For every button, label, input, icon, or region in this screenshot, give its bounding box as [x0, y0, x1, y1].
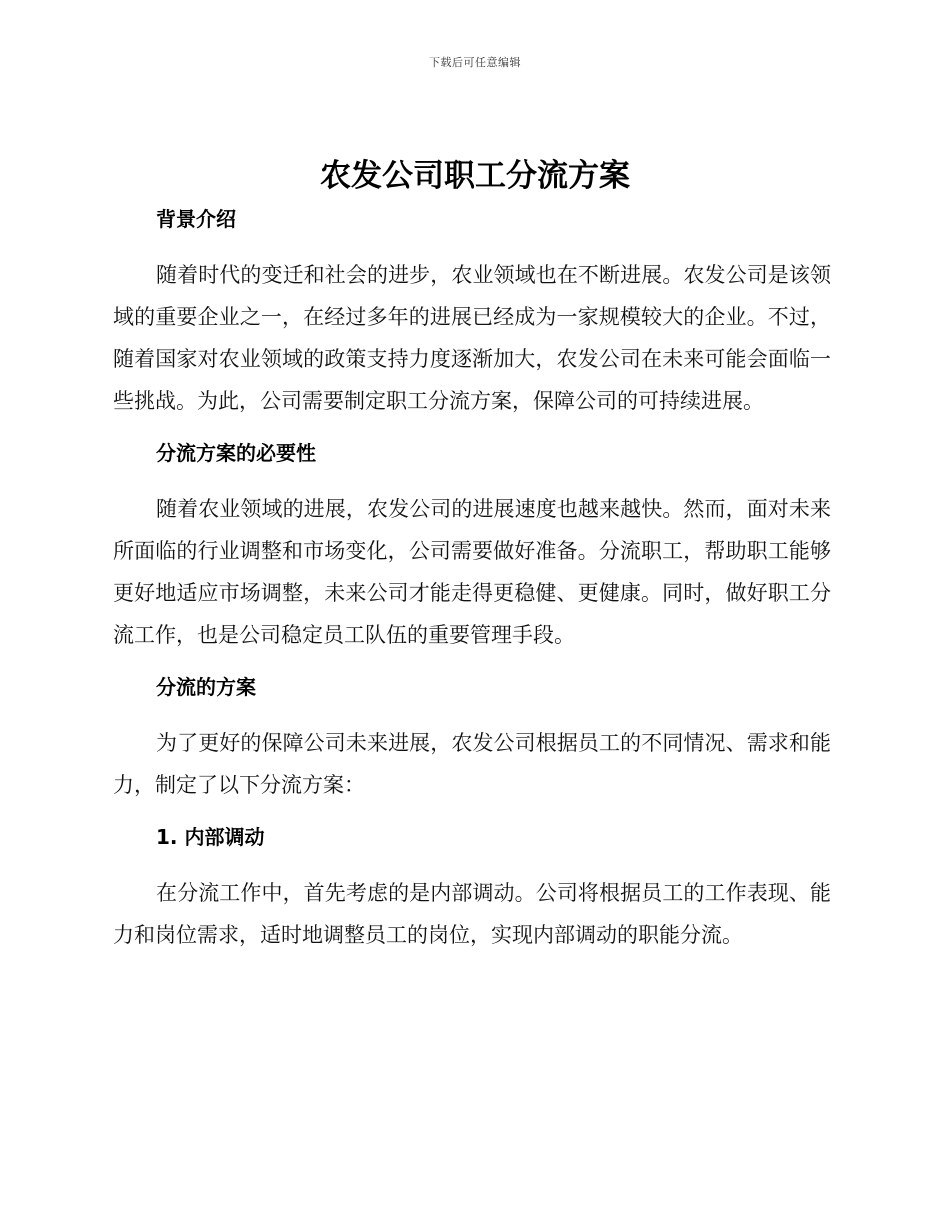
header-note: 下载后可任意编辑 [429, 56, 521, 69]
section-heading-plan: 分流的方案 [156, 675, 256, 699]
section-paragraph-background: 随着时代的变迁和社会的进步，农业领域也在不断进展。农发公司是该领域的重要企业之一，在经过多年的进展已经成为一家规模较大的企业。不过，随着国家对农业领域的政策支持力度逐渐加大，农发公司在未来可能会面临一些挑战。为此，公司需要制定职工分流方案，保障公司的可持续进展。 [113, 263, 831, 413]
section-paragraph-internal-transfer: 在分流工作中，首先考虑的是内部调动。公司将根据员工的工作表现、能力和岗位需求，适时地调整员工的岗位，实现内部调动的职能分流。 [113, 881, 831, 947]
section-heading-background: 背景介绍 [156, 207, 236, 231]
section-heading-internal-transfer: 1. 内部调动 [156, 825, 265, 849]
section-paragraph-necessity: 随着农业领域的进展，农发公司的进展速度也越来越快。然而，面对未来所面临的行业调整和市场变化，公司需要做好准备。分流职工，帮助职工能够更好地适应市场调整，未来公司才能走得更稳健、更健康。同时，做好职工分流工作，也是公司稳定员工队伍的重要管理手段。 [113, 497, 831, 647]
section-heading-necessity: 分流方案的必要性 [156, 441, 316, 465]
document-body [113, 198, 831, 956]
section-paragraph-plan: 为了更好的保障公司未来进展，农发公司根据员工的不同情况、需求和能力，制定了以下分流方案： [113, 731, 831, 797]
document-title: 农发公司职工分流方案 [320, 158, 630, 194]
